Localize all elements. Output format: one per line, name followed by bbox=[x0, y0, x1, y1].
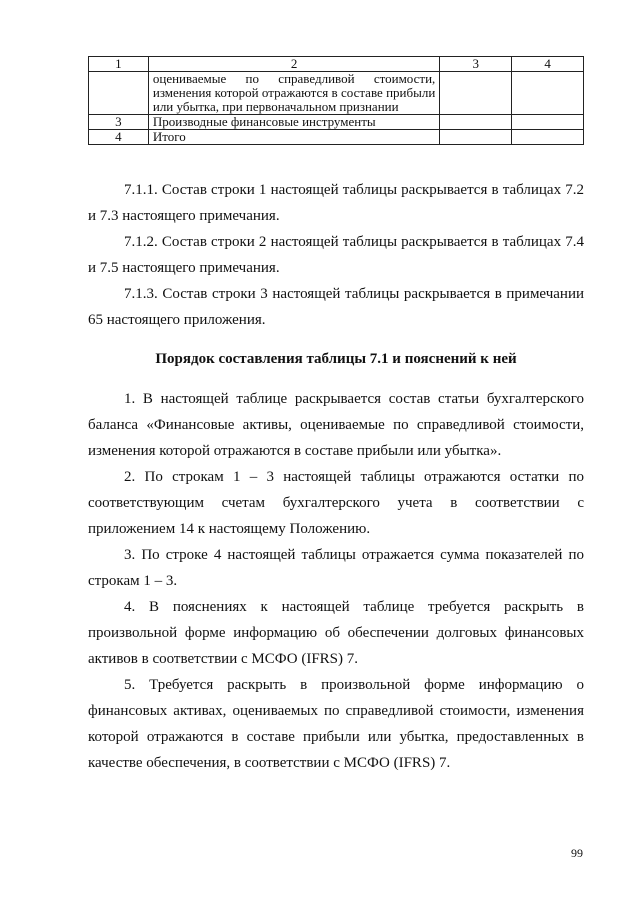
paragraph-7-1-3: 7.1.3. Состав строки 3 настоящей таблицы раскрывается в примечании 65 настоящего приложения. bbox=[88, 286, 584, 328]
empty-cell bbox=[512, 130, 584, 145]
empty-cell bbox=[512, 115, 584, 130]
table-header-row bbox=[89, 57, 584, 72]
empty-cell bbox=[440, 130, 512, 145]
empty-cell bbox=[440, 72, 512, 115]
table-header-cell: 3 bbox=[440, 57, 512, 72]
list-item-5: 5. Требуется раскрыть в произвольной форме информацию о финансовых активах, оцениваемых по справедливой стоимости, изменения которой отражаются в составе прибыли или убытка, предоставленных в качестве обеспечения, в соответствии с МСФО (IFRS) 7. bbox=[88, 677, 584, 771]
section-heading: Порядок составления таблицы 7.1 и пояснений к ней bbox=[155, 351, 517, 367]
row-description-cell: оцениваемые по справедливой стоимости, изменения которой отражаются в составе прибыли или убытка, при первоначальном признании bbox=[148, 72, 439, 115]
list-item-3: 3. По строке 4 настоящей таблицы отражается сумма показателей по строкам 1 – 3. bbox=[88, 547, 584, 589]
table-row bbox=[89, 130, 584, 145]
row-number-cell bbox=[89, 72, 149, 115]
table-row bbox=[89, 115, 584, 130]
paragraph-7-1-2: 7.1.2. Состав строки 2 настоящей таблицы раскрывается в таблицах 7.4 и 7.5 настоящего примечания. bbox=[88, 234, 584, 276]
row-number-cell: 3 bbox=[89, 115, 149, 130]
list-item-1: 1. В настоящей таблице раскрывается состав статьи бухгалтерского баланса «Финансовые активы, оцениваемые по справедливой стоимости, изменения которой отражаются в составе прибыли или убытка». bbox=[88, 391, 584, 459]
page-number: 99 bbox=[571, 846, 583, 860]
list-item-2: 2. По строкам 1 – 3 настоящей таблицы отражаются остатки по соответствующим счетам бухгалтерского учета в соответствии с приложением 14 к настоящему Положению. bbox=[88, 469, 584, 537]
empty-cell bbox=[440, 115, 512, 130]
list-item-4: 4. В пояснениях к настоящей таблице требуется раскрыть в произвольной форме информацию об обеспечении долговых финансовых активов в соответствии с МСФО (IFRS) 7. bbox=[88, 599, 584, 667]
table-header-cell: 1 bbox=[89, 57, 149, 72]
paragraph-7-1-1: 7.1.1. Состав строки 1 настоящей таблицы раскрывается в таблицах 7.2 и 7.3 настоящего примечания. bbox=[88, 182, 584, 224]
table-row bbox=[89, 72, 584, 115]
table-header-cell: 4 bbox=[512, 57, 584, 72]
table-header-cell: 2 bbox=[148, 57, 439, 72]
financial-assets-table bbox=[88, 56, 584, 145]
row-number-cell: 4 bbox=[89, 130, 149, 145]
row-description-cell: Производные финансовые инструменты bbox=[148, 115, 439, 130]
row-description-cell: Итого bbox=[148, 130, 439, 145]
empty-cell bbox=[512, 72, 584, 115]
